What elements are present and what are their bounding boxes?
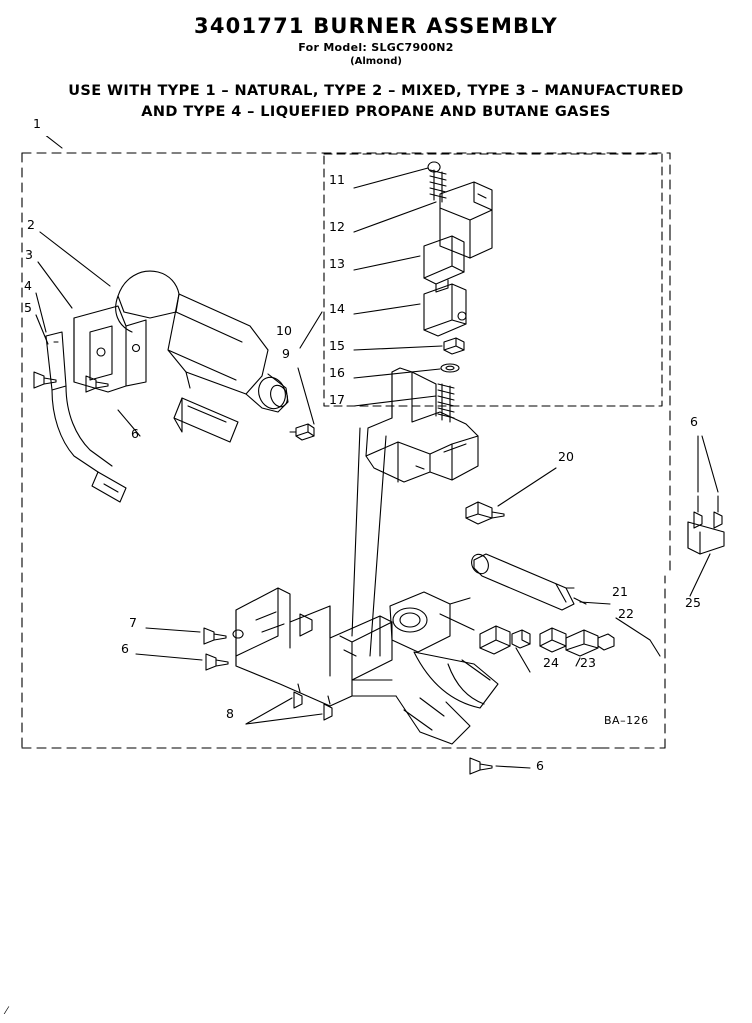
callout-6-upper-left: 6 (131, 426, 139, 441)
callout-24: 24 (543, 655, 559, 670)
page-corner-mark: ∕ (6, 1005, 8, 1017)
callout-17: 17 (329, 392, 345, 407)
diagram-artwork (0, 136, 752, 776)
callout-6-lower-left: 6 (121, 641, 129, 656)
color-line: (Almond) (350, 56, 402, 67)
callout-3: 3 (25, 247, 33, 262)
callout-5: 5 (24, 300, 32, 315)
page-title: 3401771 BURNER ASSEMBLY (194, 14, 558, 38)
callout-25: 25 (685, 595, 701, 610)
callout-11: 11 (329, 172, 345, 187)
callout-1: 1 (33, 116, 41, 131)
callout-22: 22 (618, 606, 634, 621)
callout-2: 2 (27, 217, 35, 232)
callout-6-right: 6 (690, 414, 698, 429)
usage-line-1: USE WITH TYPE 1 – NATURAL, TYPE 2 – MIXED, TYPE 3 – MANUFACTURED (68, 83, 684, 99)
callout-20: 20 (558, 449, 574, 464)
page-header (0, 0, 752, 123)
usage-line-2: AND TYPE 4 – LIQUEFIED PROPANE AND BUTANE GASES (141, 104, 611, 121)
callout-15: 15 (329, 338, 345, 353)
callout-4: 4 (24, 278, 32, 293)
callout-9: 9 (282, 346, 290, 361)
callout-21: 21 (612, 584, 628, 599)
callout-6-bottom: 6 (536, 758, 544, 773)
callout-8: 8 (226, 706, 234, 721)
figure-code: BA–126 (604, 714, 649, 727)
callout-12: 12 (329, 219, 345, 234)
callout-13: 13 (329, 256, 345, 271)
model-line: For Model: SLGC7900N2 (298, 41, 454, 54)
callout-10: 10 (276, 323, 292, 338)
callout-7: 7 (129, 615, 137, 630)
callout-14: 14 (329, 301, 345, 316)
callout-16: 16 (329, 365, 345, 380)
usage-note (0, 81, 752, 123)
exploded-view-diagram (0, 116, 752, 776)
callout-23: 23 (580, 655, 596, 670)
